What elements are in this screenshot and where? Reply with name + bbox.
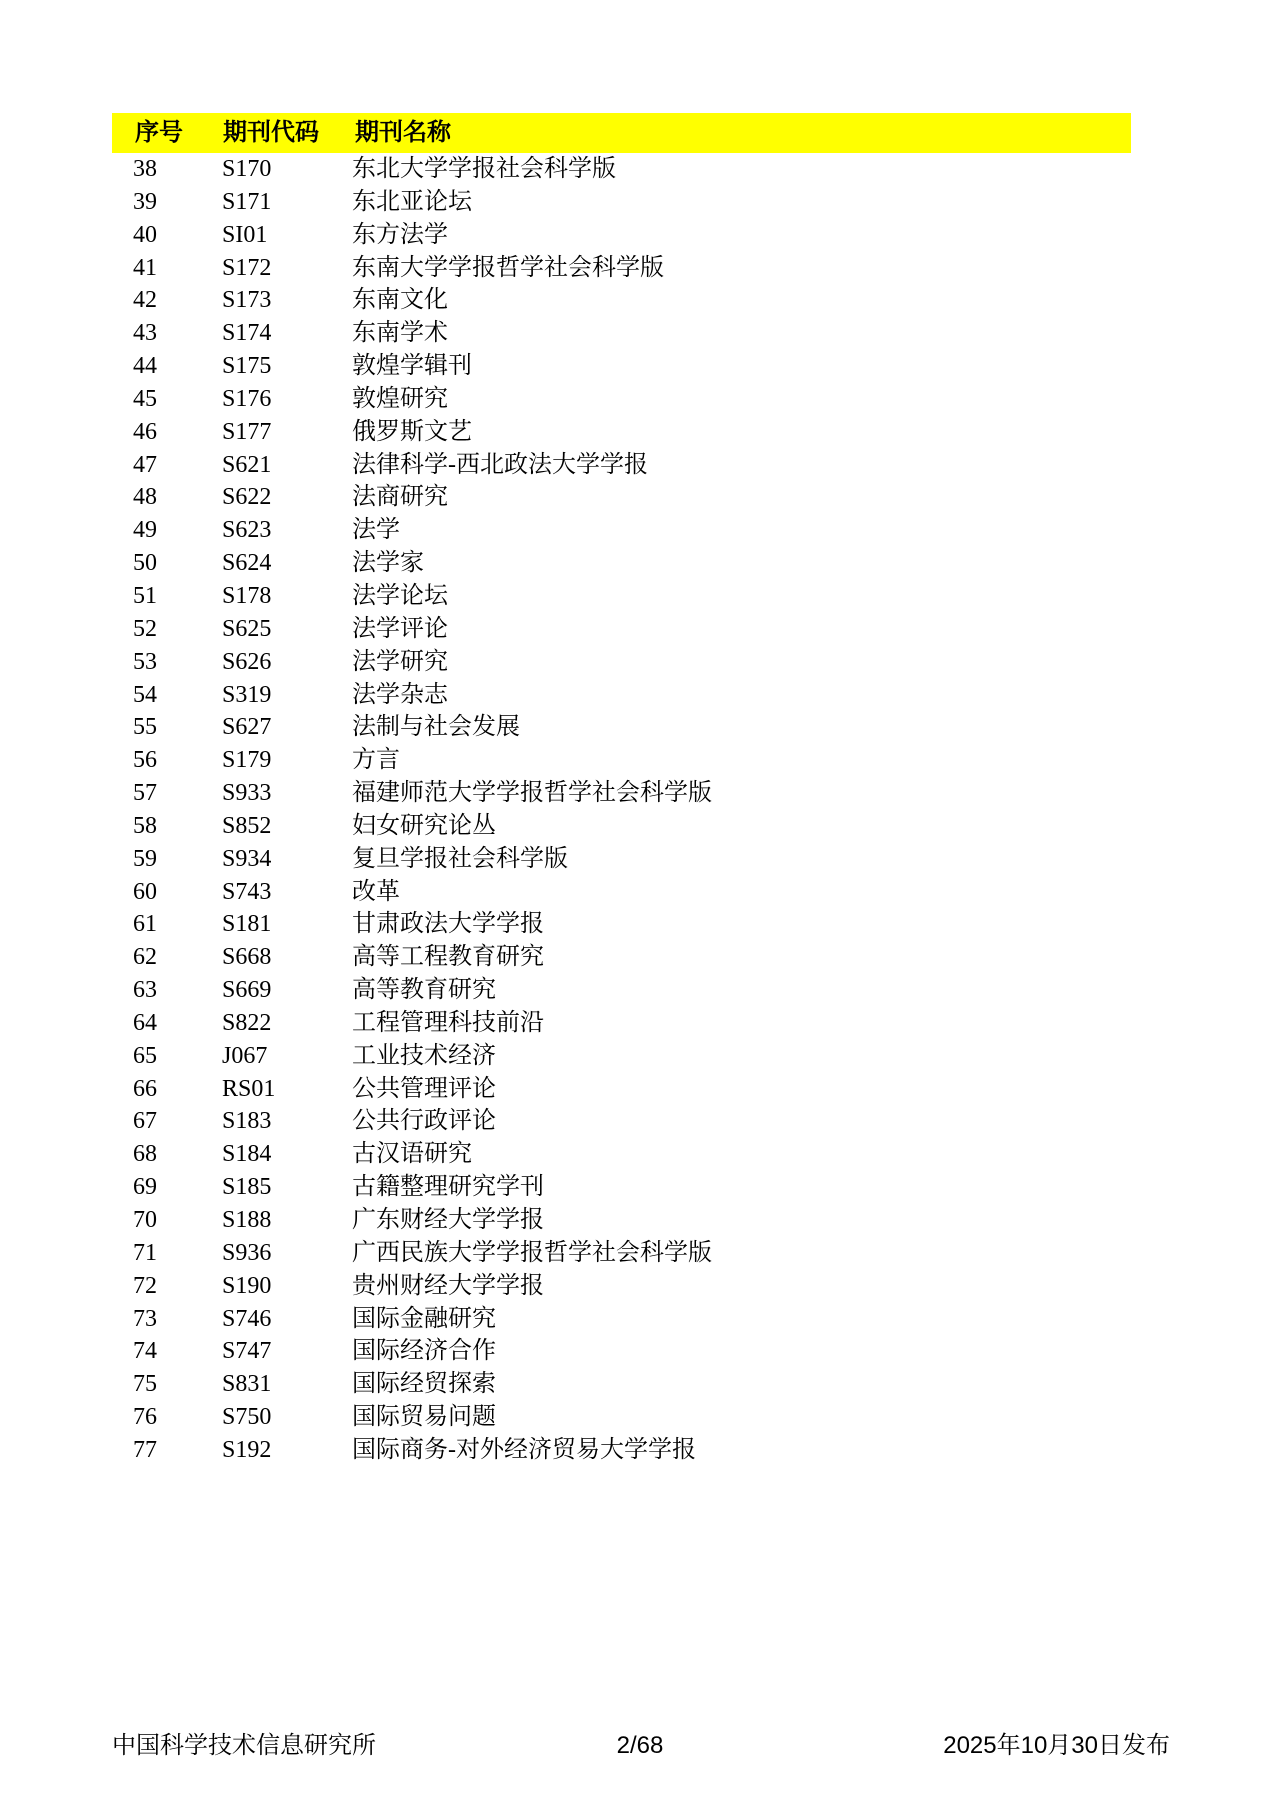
journal-code: S183: [222, 1108, 272, 1135]
journal-name: 东南文化: [352, 287, 448, 314]
journal-code: S179: [222, 747, 272, 774]
journal-code: S831: [222, 1371, 272, 1398]
table-row: [0, 252, 1280, 285]
journal-name: 法律科学-西北政法大学学报: [352, 451, 648, 478]
row-serial-number: 77: [133, 1436, 157, 1463]
table-row: [0, 1204, 1280, 1237]
journal-code: S933: [222, 780, 272, 807]
table-row: [0, 416, 1280, 449]
journal-code: J067: [222, 1042, 268, 1069]
row-serial-number: 46: [133, 418, 157, 445]
journal-code: S747: [222, 1338, 272, 1365]
table-row: [0, 1434, 1280, 1467]
row-serial-number: 47: [133, 451, 157, 478]
journal-name: 法制与社会发展: [352, 714, 520, 741]
row-serial-number: 64: [133, 1009, 157, 1036]
table-row: [0, 317, 1280, 350]
journal-code: S746: [222, 1305, 272, 1332]
row-serial-number: 72: [133, 1272, 157, 1299]
journal-code: S175: [222, 353, 272, 380]
journal-code: S852: [222, 812, 272, 839]
row-serial-number: 70: [133, 1207, 157, 1233]
row-serial-number: 39: [133, 188, 157, 215]
journal-code: S190: [222, 1272, 272, 1299]
journal-name: 高等工程教育研究: [352, 944, 544, 971]
row-serial-number: 48: [133, 484, 157, 511]
row-serial-number: 53: [133, 648, 157, 675]
table-row: [0, 1401, 1280, 1434]
journal-code: S188: [222, 1207, 272, 1233]
table-row: [0, 974, 1280, 1007]
journal-code: RS01: [222, 1075, 276, 1102]
row-serial-number: 38: [133, 156, 157, 182]
row-serial-number: 40: [133, 221, 157, 248]
journal-name: 公共管理评论: [352, 1075, 496, 1102]
row-serial-number: 62: [133, 944, 157, 971]
column-header-serial: 序号: [135, 120, 183, 146]
journal-code: S624: [222, 550, 272, 577]
journal-code: S623: [222, 517, 272, 544]
table-row: [0, 941, 1280, 974]
table-row: [0, 876, 1280, 909]
journal-code: S622: [222, 484, 272, 511]
row-serial-number: 44: [133, 353, 157, 380]
journal-name: 古籍整理研究学刊: [352, 1174, 544, 1201]
journal-code: S170: [222, 156, 272, 182]
table-row: [0, 1007, 1280, 1040]
table-header-row: [112, 113, 1131, 153]
journal-code: S627: [222, 714, 272, 741]
row-serial-number: 73: [133, 1305, 157, 1332]
journal-name: 公共行政评论: [352, 1108, 496, 1135]
row-serial-number: 75: [133, 1371, 157, 1398]
journal-name: 法学研究: [352, 648, 448, 675]
table-row: [0, 284, 1280, 317]
journal-code: S934: [222, 845, 272, 872]
row-serial-number: 76: [133, 1404, 157, 1431]
journal-name: 福建师范大学学报哲学社会科学版: [352, 780, 712, 807]
row-serial-number: 49: [133, 517, 157, 544]
journal-code: S177: [222, 418, 272, 445]
row-serial-number: 43: [133, 320, 157, 347]
journal-code: S178: [222, 582, 272, 609]
footer-organization: 中国科学技术信息研究所: [112, 1732, 376, 1759]
row-serial-number: 56: [133, 747, 157, 774]
table-row: [0, 580, 1280, 613]
journal-code: S319: [222, 681, 272, 708]
journal-code: S668: [222, 944, 272, 971]
row-serial-number: 58: [133, 812, 157, 839]
journal-code: S750: [222, 1404, 272, 1431]
journal-name: 法商研究: [352, 484, 448, 511]
table-row: [0, 613, 1280, 646]
table-row: [0, 1335, 1280, 1368]
journal-code: S621: [222, 451, 272, 478]
footer-publish-date: 2025年10月30日发布: [943, 1732, 1170, 1759]
table-row: [0, 383, 1280, 416]
table-row: [0, 186, 1280, 219]
row-serial-number: 55: [133, 714, 157, 741]
journal-name: 东方法学: [352, 221, 448, 248]
row-serial-number: 63: [133, 977, 157, 1004]
journal-code: S184: [222, 1141, 272, 1168]
row-serial-number: 69: [133, 1174, 157, 1201]
journal-name: 甘肃政法大学学报: [352, 911, 544, 938]
row-serial-number: 41: [133, 254, 157, 281]
journal-code: S192: [222, 1436, 272, 1463]
row-serial-number: 67: [133, 1108, 157, 1135]
column-header-journal-code: 期刊代码: [223, 120, 319, 146]
journal-name: 工业技术经济: [352, 1042, 496, 1069]
journal-code: S171: [222, 188, 272, 215]
journal-name: 贵州财经大学学报: [352, 1272, 544, 1299]
journal-name: 法学评论: [352, 615, 448, 642]
journal-code: S176: [222, 385, 272, 412]
journal-code: S185: [222, 1174, 272, 1201]
row-serial-number: 65: [133, 1042, 157, 1069]
row-serial-number: 66: [133, 1075, 157, 1102]
journal-code: S822: [222, 1009, 272, 1036]
journal-code: S743: [222, 878, 272, 905]
table-row: [0, 547, 1280, 580]
table-row: [0, 908, 1280, 941]
journal-name: 古汉语研究: [352, 1141, 472, 1168]
table-row: [0, 1105, 1280, 1138]
journal-name: 东北亚论坛: [352, 188, 472, 215]
journal-name: 东北大学学报社会科学版: [352, 156, 616, 182]
table-row: [0, 1171, 1280, 1204]
table-row: [0, 1073, 1280, 1106]
journal-name: 国际经贸探索: [352, 1371, 496, 1398]
journal-name: 国际商务-对外经济贸易大学学报: [352, 1436, 696, 1463]
row-serial-number: 54: [133, 681, 157, 708]
journal-name: 工程管理科技前沿: [352, 1009, 544, 1036]
journal-name: 敦煌研究: [352, 385, 448, 412]
journal-code: S181: [222, 911, 272, 938]
row-serial-number: 61: [133, 911, 157, 938]
journal-name: 方言: [352, 747, 400, 774]
journal-code: S626: [222, 648, 272, 675]
table-row: [0, 1237, 1280, 1270]
row-serial-number: 45: [133, 385, 157, 412]
journal-name: 法学: [352, 517, 400, 544]
table-row: [0, 1368, 1280, 1401]
journal-name: 法学杂志: [352, 681, 448, 708]
journal-name: 广西民族大学学报哲学社会科学版: [352, 1239, 712, 1266]
journal-name: 东南大学学报哲学社会科学版: [352, 254, 664, 281]
footer-page-number: 2/68: [616, 1732, 664, 1759]
table-row: [0, 219, 1280, 252]
journal-name: 法学论坛: [352, 582, 448, 609]
table-row: [0, 1138, 1280, 1171]
journal-code: SI01: [222, 221, 268, 248]
journal-name: 复旦学报社会科学版: [352, 845, 568, 872]
table-row: [0, 449, 1280, 482]
journal-name: 国际金融研究: [352, 1305, 496, 1332]
table-row: [0, 777, 1280, 810]
journal-name: 广东财经大学学报: [352, 1207, 544, 1233]
journal-name: 妇女研究论丛: [352, 812, 496, 839]
journal-code: S625: [222, 615, 272, 642]
table-row: [0, 679, 1280, 712]
row-serial-number: 68: [133, 1141, 157, 1168]
journal-name: 高等教育研究: [352, 977, 496, 1004]
journal-code: S172: [222, 254, 272, 281]
row-serial-number: 51: [133, 582, 157, 609]
journal-table-body: [0, 153, 1280, 1467]
journal-code: S936: [222, 1239, 272, 1266]
journal-code: S174: [222, 320, 272, 347]
table-row: [0, 646, 1280, 679]
table-row: [0, 1040, 1280, 1073]
table-row: [0, 810, 1280, 843]
row-serial-number: 57: [133, 780, 157, 807]
table-row: [0, 843, 1280, 876]
journal-code: S669: [222, 977, 272, 1004]
table-row: [0, 153, 1280, 186]
row-serial-number: 42: [133, 287, 157, 314]
row-serial-number: 74: [133, 1338, 157, 1365]
row-serial-number: 50: [133, 550, 157, 577]
row-serial-number: 52: [133, 615, 157, 642]
journal-name: 敦煌学辑刊: [352, 353, 472, 380]
journal-code: S173: [222, 287, 272, 314]
table-row: [0, 711, 1280, 744]
table-row: [0, 514, 1280, 547]
table-row: [0, 1303, 1280, 1336]
row-serial-number: 59: [133, 845, 157, 872]
column-header-journal-name: 期刊名称: [355, 120, 451, 146]
table-row: [0, 481, 1280, 514]
journal-name: 国际经济合作: [352, 1338, 496, 1365]
table-row: [0, 744, 1280, 777]
table-row: [0, 1270, 1280, 1303]
table-row: [0, 350, 1280, 383]
journal-name: 改革: [352, 878, 400, 905]
journal-name: 法学家: [352, 550, 424, 577]
journal-name: 国际贸易问题: [352, 1404, 496, 1431]
journal-name: 东南学术: [352, 320, 448, 347]
row-serial-number: 60: [133, 878, 157, 905]
row-serial-number: 71: [133, 1239, 157, 1266]
journal-name: 俄罗斯文艺: [352, 418, 472, 445]
